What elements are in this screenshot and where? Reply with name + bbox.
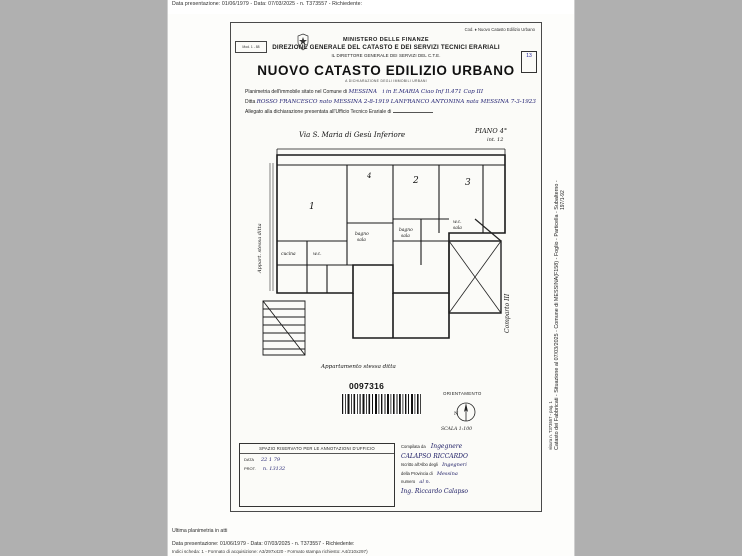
room-number-4: 4	[367, 172, 372, 180]
side-vertical-text	[548, 150, 566, 450]
orientation-label: ORIENTAMENTO	[443, 391, 482, 396]
form-row-allegato-label: Allegato alla dichiarazione presentata all'Ufficio Tecnico Erariale di	[245, 109, 392, 115]
floor-plan-drawing	[243, 123, 529, 433]
form-stamp-note: Cod. ♦ Nuovo Catasto Edilizio Urbano	[464, 27, 535, 32]
label-sala-3: sala	[453, 226, 462, 231]
ministry-line1: MINISTERO DELLE FINANZE	[343, 37, 429, 43]
viewer-footer-text2: Indici scheda: 1 - Formato di acquisizione: A3/297x420 - Formato stampa richiesto: A4/210x297)	[172, 549, 368, 554]
ministry-heading	[231, 37, 541, 58]
compiled-line1	[401, 443, 533, 450]
cadastral-form	[230, 22, 542, 512]
plan-comparto-label: Comparto III	[504, 293, 511, 333]
label-sala-2: sala	[401, 234, 410, 239]
compiled-signature	[401, 488, 533, 495]
form-subtitle: A DICHIARAZIONE DEGLI IMMOBILI URBANI	[345, 79, 427, 83]
ministry-line2: DIREZIONE GENERALE DEL CATASTO E DEI SERVIZI TECNICI ERARIALI	[272, 44, 500, 51]
plan-street-label: Via S. Maria di Gesù Inferiore	[299, 131, 406, 139]
compiled-line1-value: Ingegnere	[430, 443, 463, 450]
side-text-line1: Catasto dei Fabbricati - Situazione al 07/03/2025 - Comune di MESSINA(F158) - Foglio - Particella - Subalterno -	[554, 180, 560, 450]
compiled-line4-label: numero	[401, 479, 416, 484]
compiled-line3-label: della Provincia di	[401, 470, 433, 476]
viewer-footer-note: Ultima planimetria in atti	[172, 528, 228, 534]
compiled-line3-value: Messina	[436, 470, 458, 477]
plan-floor-label2: int. 12	[487, 137, 504, 143]
office-box-row1-label: DATA	[244, 457, 254, 462]
compiled-line2-value: Ingegneri	[442, 462, 467, 468]
barcode-number: 0097316	[349, 381, 385, 391]
office-box-row2-label: PROT.	[244, 466, 256, 471]
form-row-immobile	[245, 89, 483, 95]
office-box-row1	[240, 454, 394, 463]
form-row-ditta	[245, 99, 536, 105]
side-text-line3: 197/1-92	[560, 190, 566, 210]
side-text-line2: visura n. T373557 - pag. 1	[548, 401, 553, 450]
barcode-icon	[341, 393, 421, 415]
scale-label: SCALA 1:100	[441, 427, 473, 432]
office-box-row2-value: n. 13132	[262, 466, 286, 472]
compiled-line2-label: Iscritto all'Albo degli	[401, 462, 438, 467]
office-box-row2	[240, 463, 394, 472]
compiled-name	[401, 453, 533, 460]
office-annotations-box	[239, 443, 395, 507]
label-sala-1: sala	[357, 238, 366, 243]
form-row-immobile-tail: i in E.MARIA Ciao Inf Il.471 Cap III	[382, 89, 484, 95]
office-box-row1-value: 22 1 79	[260, 457, 281, 463]
room-number-3: 3	[465, 178, 471, 188]
ministry-line3: IL DIRETTORE GENERALE DEI SERVIZI DEL C.T.E.	[331, 53, 441, 58]
room-number-2: 2	[413, 176, 419, 186]
form-row-allegato-value	[393, 112, 433, 113]
label-wc: w.c.	[313, 252, 322, 257]
form-model-box: Mod. 1 - 88	[235, 41, 267, 53]
compiled-line1-label: Compilata da	[401, 444, 426, 449]
viewer-footer-text: Data presentazione: 01/06/1979 - Data: 07/03/2025 - n. T373557 - Richiedente:	[172, 541, 355, 547]
compiled-signature-value: Ing. Riccardo Calapso	[401, 487, 469, 495]
label-bagno-2: bagno	[399, 228, 413, 233]
label-bagno-1: bagno	[355, 232, 369, 237]
plan-left-vertical-label: Appart. stessa ditta	[257, 223, 263, 273]
compiled-name-value: CALAPSO RICCARDO	[401, 452, 468, 460]
form-row-ditta-label: Ditta	[245, 99, 256, 105]
compiled-by-box	[401, 443, 533, 505]
plan-floor-label: PIANO 4°	[475, 127, 508, 135]
viewer-header-text: Data presentazione: 01/06/1979 - Data: 07/03/2025 - n. T373557 - Richiedente:	[172, 1, 363, 7]
label-wc-2: w.c.	[453, 220, 462, 225]
form-stamp-box: 13	[521, 51, 537, 73]
form-row-immobile-label: Planimetria dell'immobile sitato nel Comune di	[245, 89, 348, 95]
compiled-line3	[401, 471, 533, 477]
plan-bottom-label: Appartamento stessa ditta	[321, 364, 396, 370]
form-title: NUOVO CATASTO EDILIZIO URBANO	[257, 63, 515, 78]
form-row-ditta-value: ROSSO FRANCESCO nato MESSINA 2-8-1919 LANFRANCO ANTONINA nata MESSINA 7-3-1923	[256, 99, 536, 105]
label-cucina: cucina	[281, 252, 296, 257]
compass-icon	[453, 399, 479, 425]
form-row-immobile-value: MESSINA	[348, 89, 378, 95]
svg-text:N: N	[454, 411, 459, 417]
compiled-line4-value: al n.	[419, 479, 431, 485]
form-row-allegato	[245, 109, 433, 115]
office-box-header: SPAZIO RISERVATO PER LE ANNOTAZIONI D'UFFICIO	[240, 444, 394, 454]
compiled-line4	[401, 479, 533, 485]
room-number-1: 1	[309, 202, 315, 212]
compiled-line2	[401, 462, 533, 468]
